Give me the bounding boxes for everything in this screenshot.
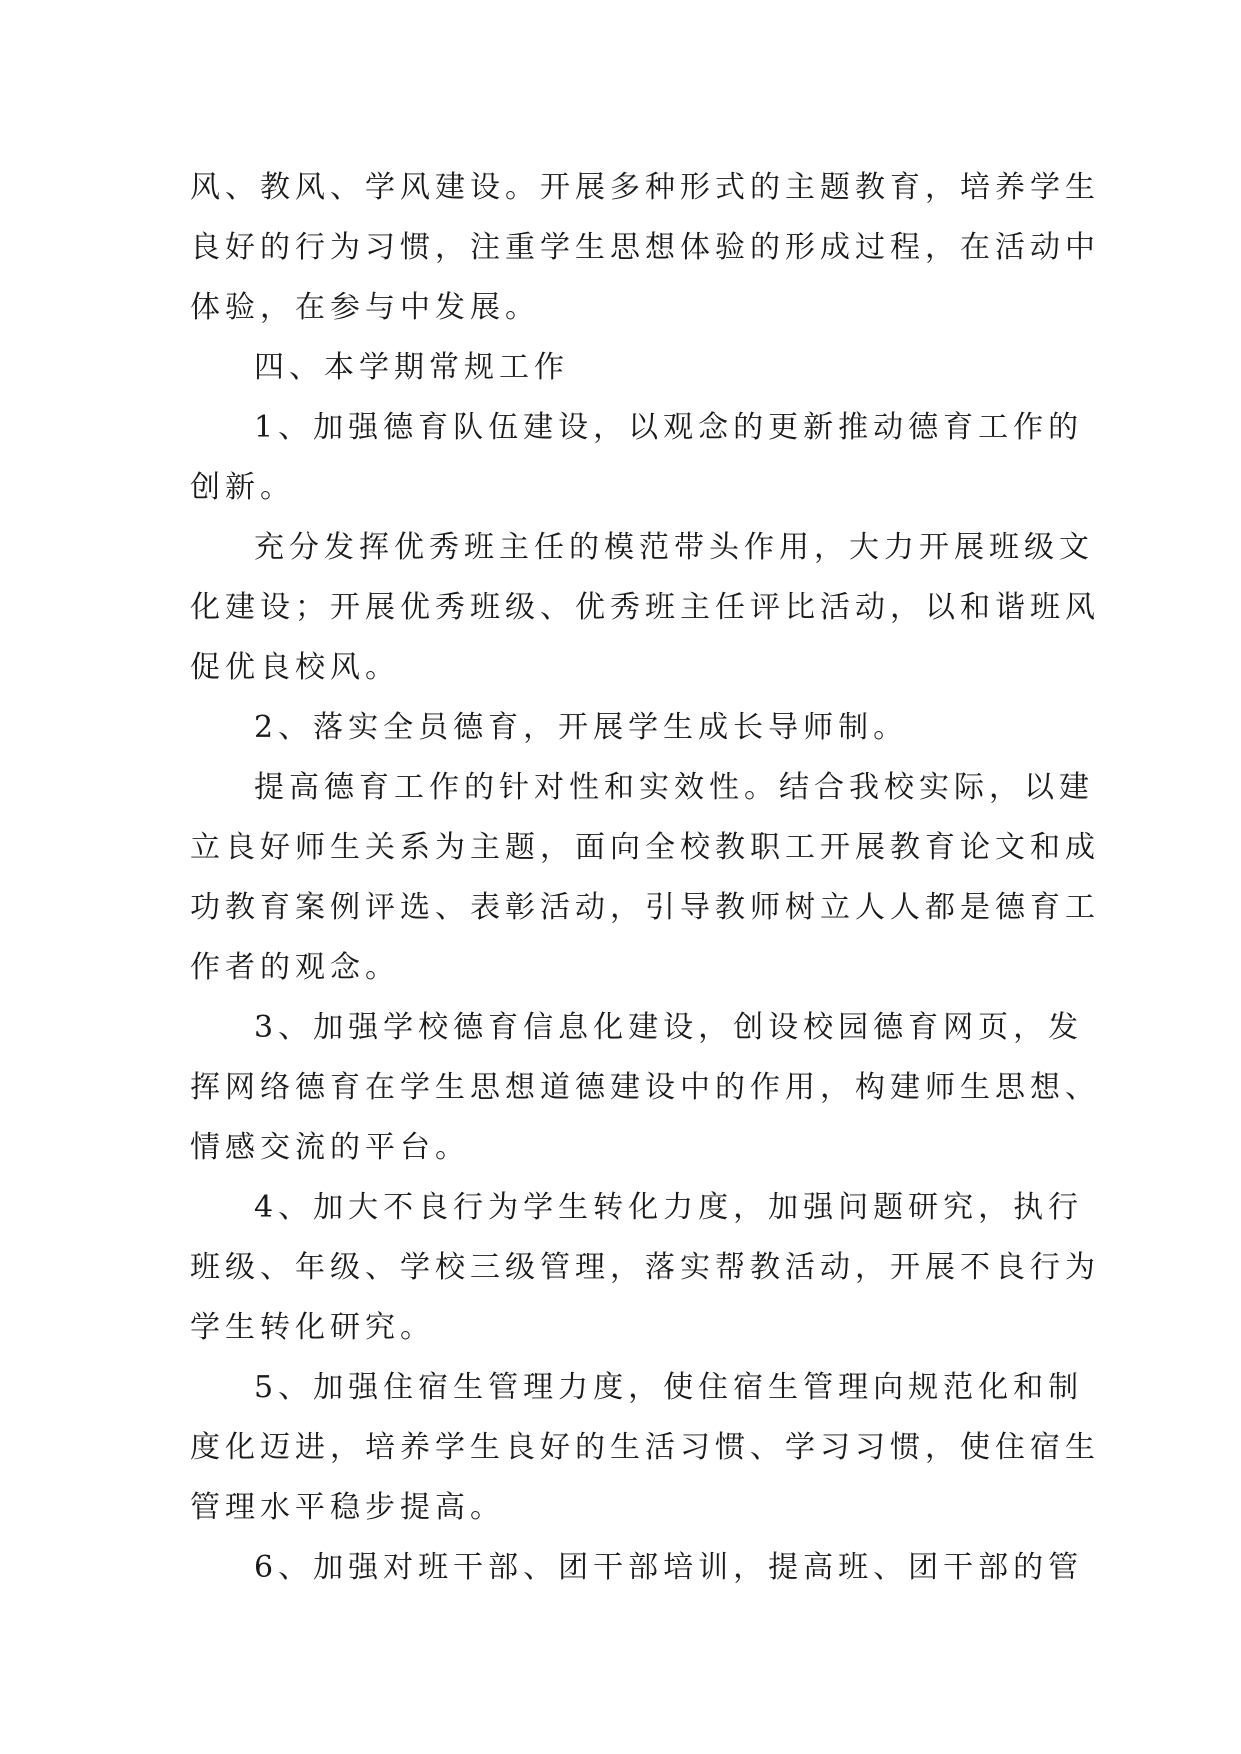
text-line: 创新。	[190, 470, 295, 505]
text-line: 良好的行为习惯，注重学生思想体验的形成过程，在活动中	[190, 230, 1100, 265]
text-line: 情感交流的平台。	[190, 1130, 470, 1165]
text-line: 6、加强对班干部、团干部培训，提高班、团干部的管	[254, 1550, 1084, 1585]
text-line: 2、落实全员德育，开展学生成长导师制。	[254, 710, 909, 745]
text-line: 立良好师生关系为主题，面向全校教职工开展教育论文和成	[190, 830, 1100, 865]
text-line: 体验，在参与中发展。	[190, 290, 540, 325]
text-line: 5、加强住宿生管理力度，使住宿生管理向规范化和制	[254, 1370, 1084, 1405]
text-line: 促优良校风。	[190, 650, 400, 685]
text-line: 充分发挥优秀班主任的模范带头作用，大力开展班级文	[254, 530, 1094, 565]
text-line: 化建设；开展优秀班级、优秀班主任评比活动，以和谐班风	[190, 590, 1100, 625]
text-line: 功教育案例评选、表彰活动，引导教师树立人人都是德育工	[190, 890, 1100, 925]
text-line: 风、教风、学风建设。开展多种形式的主题教育，培养学生	[190, 170, 1100, 205]
text-line: 3、加强学校德育信息化建设，创设校园德育网页，发	[254, 1010, 1084, 1045]
text-line: 挥网络德育在学生思想道德建设中的作用，构建师生思想、	[190, 1070, 1100, 1105]
text-line: 作者的观念。	[190, 950, 400, 985]
text-line: 班级、年级、学校三级管理，落实帮教活动，开展不良行为	[190, 1250, 1100, 1285]
text-line: 4、加大不良行为学生转化力度，加强问题研究，执行	[254, 1190, 1084, 1225]
text-line: 提高德育工作的针对性和实效性。结合我校实际，以建	[254, 770, 1094, 805]
text-line: 1、加强德育队伍建设，以观念的更新推动德育工作的	[254, 410, 1084, 445]
text-line: 学生转化研究。	[190, 1310, 435, 1345]
text-line: 管理水平稳步提高。	[190, 1490, 505, 1525]
document-body	[190, 158, 1100, 1598]
section-heading: 四、本学期常规工作	[254, 350, 569, 385]
text-line: 度化迈进，培养学生良好的生活习惯、学习习惯，使住宿生	[190, 1430, 1100, 1465]
